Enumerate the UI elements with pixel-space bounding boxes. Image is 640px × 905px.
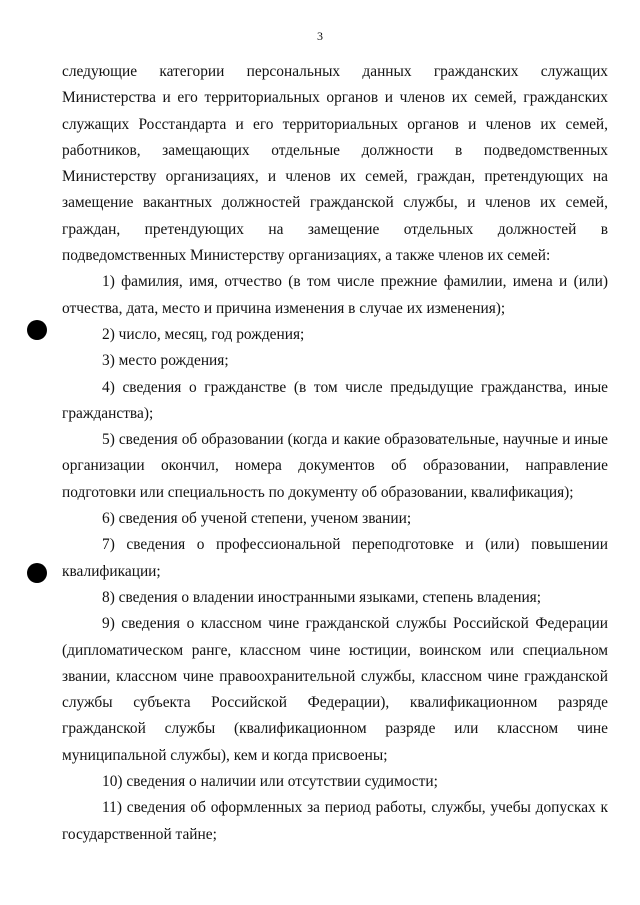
list-item: 4) сведения о гражданстве (в том числе предыдущие гражданства, иные гражданства); [62,378,608,422]
list-item: 11) сведения об оформленных за период работы, службы, учебы допусках к государственной тайне; [62,799,608,843]
list-item: 10) сведения о наличии или отсутствии судимости; [102,773,438,791]
list-item: 6) сведения об ученой степени, ученом звании; [102,510,412,528]
list-item: 9) сведения о классном чине гражданской службы Российской Федерации (дипломатическом ранге, классном чине юстиции, воинском или специальном звании, классном чине правоохранительной службы, классном чине гражданской службы субъекта Российской Федерации), квалификационном разряде гражданской службы (квалификационном разряде или классном чине муниципальной службы), кем и когда присвоены; [62,615,608,764]
punch-hole-top [27,320,47,340]
list-item: 1) фамилия, имя, отчество (в том числе прежние фамилии, имена и (или) отчества, дата, место и причина изменения в случае их изменения); [62,273,608,317]
list-item: 2) число, месяц, год рождения; [102,325,305,343]
punch-hole-bottom [27,563,47,583]
document-body [62,59,608,848]
list-item: 7) сведения о профессиональной переподготовке и (или) повышении квалификации; [62,536,608,580]
list-item: 3) место рождения; [102,352,229,370]
intro-paragraph: следующие категории персональных данных гражданских служащих Министерства и его территориальных органов и членов их семей, гражданских служащих Росстандарта и его территориальных органов и членов их семей, работников, замещающих отдельные должности в подведомственных Министерству организациях, и членов их семей, граждан, претендующих на замещение вакантных должностей гражданской службы, и членов их семей, граждан, претендующих на замещение отдельных должностей в подведомственных Министерству организациях, а также членов их семей: [62,63,608,265]
list-item: 5) сведения об образовании (когда и какие образовательные, научные и иные организации окончил, номера документов об образовании, направление подготовки или специальность по документу об образовании, квалификация); [62,431,608,501]
list-item: 8) сведения о владении иностранными языками, степень владения; [102,588,542,606]
page-number: 3 [317,29,323,43]
